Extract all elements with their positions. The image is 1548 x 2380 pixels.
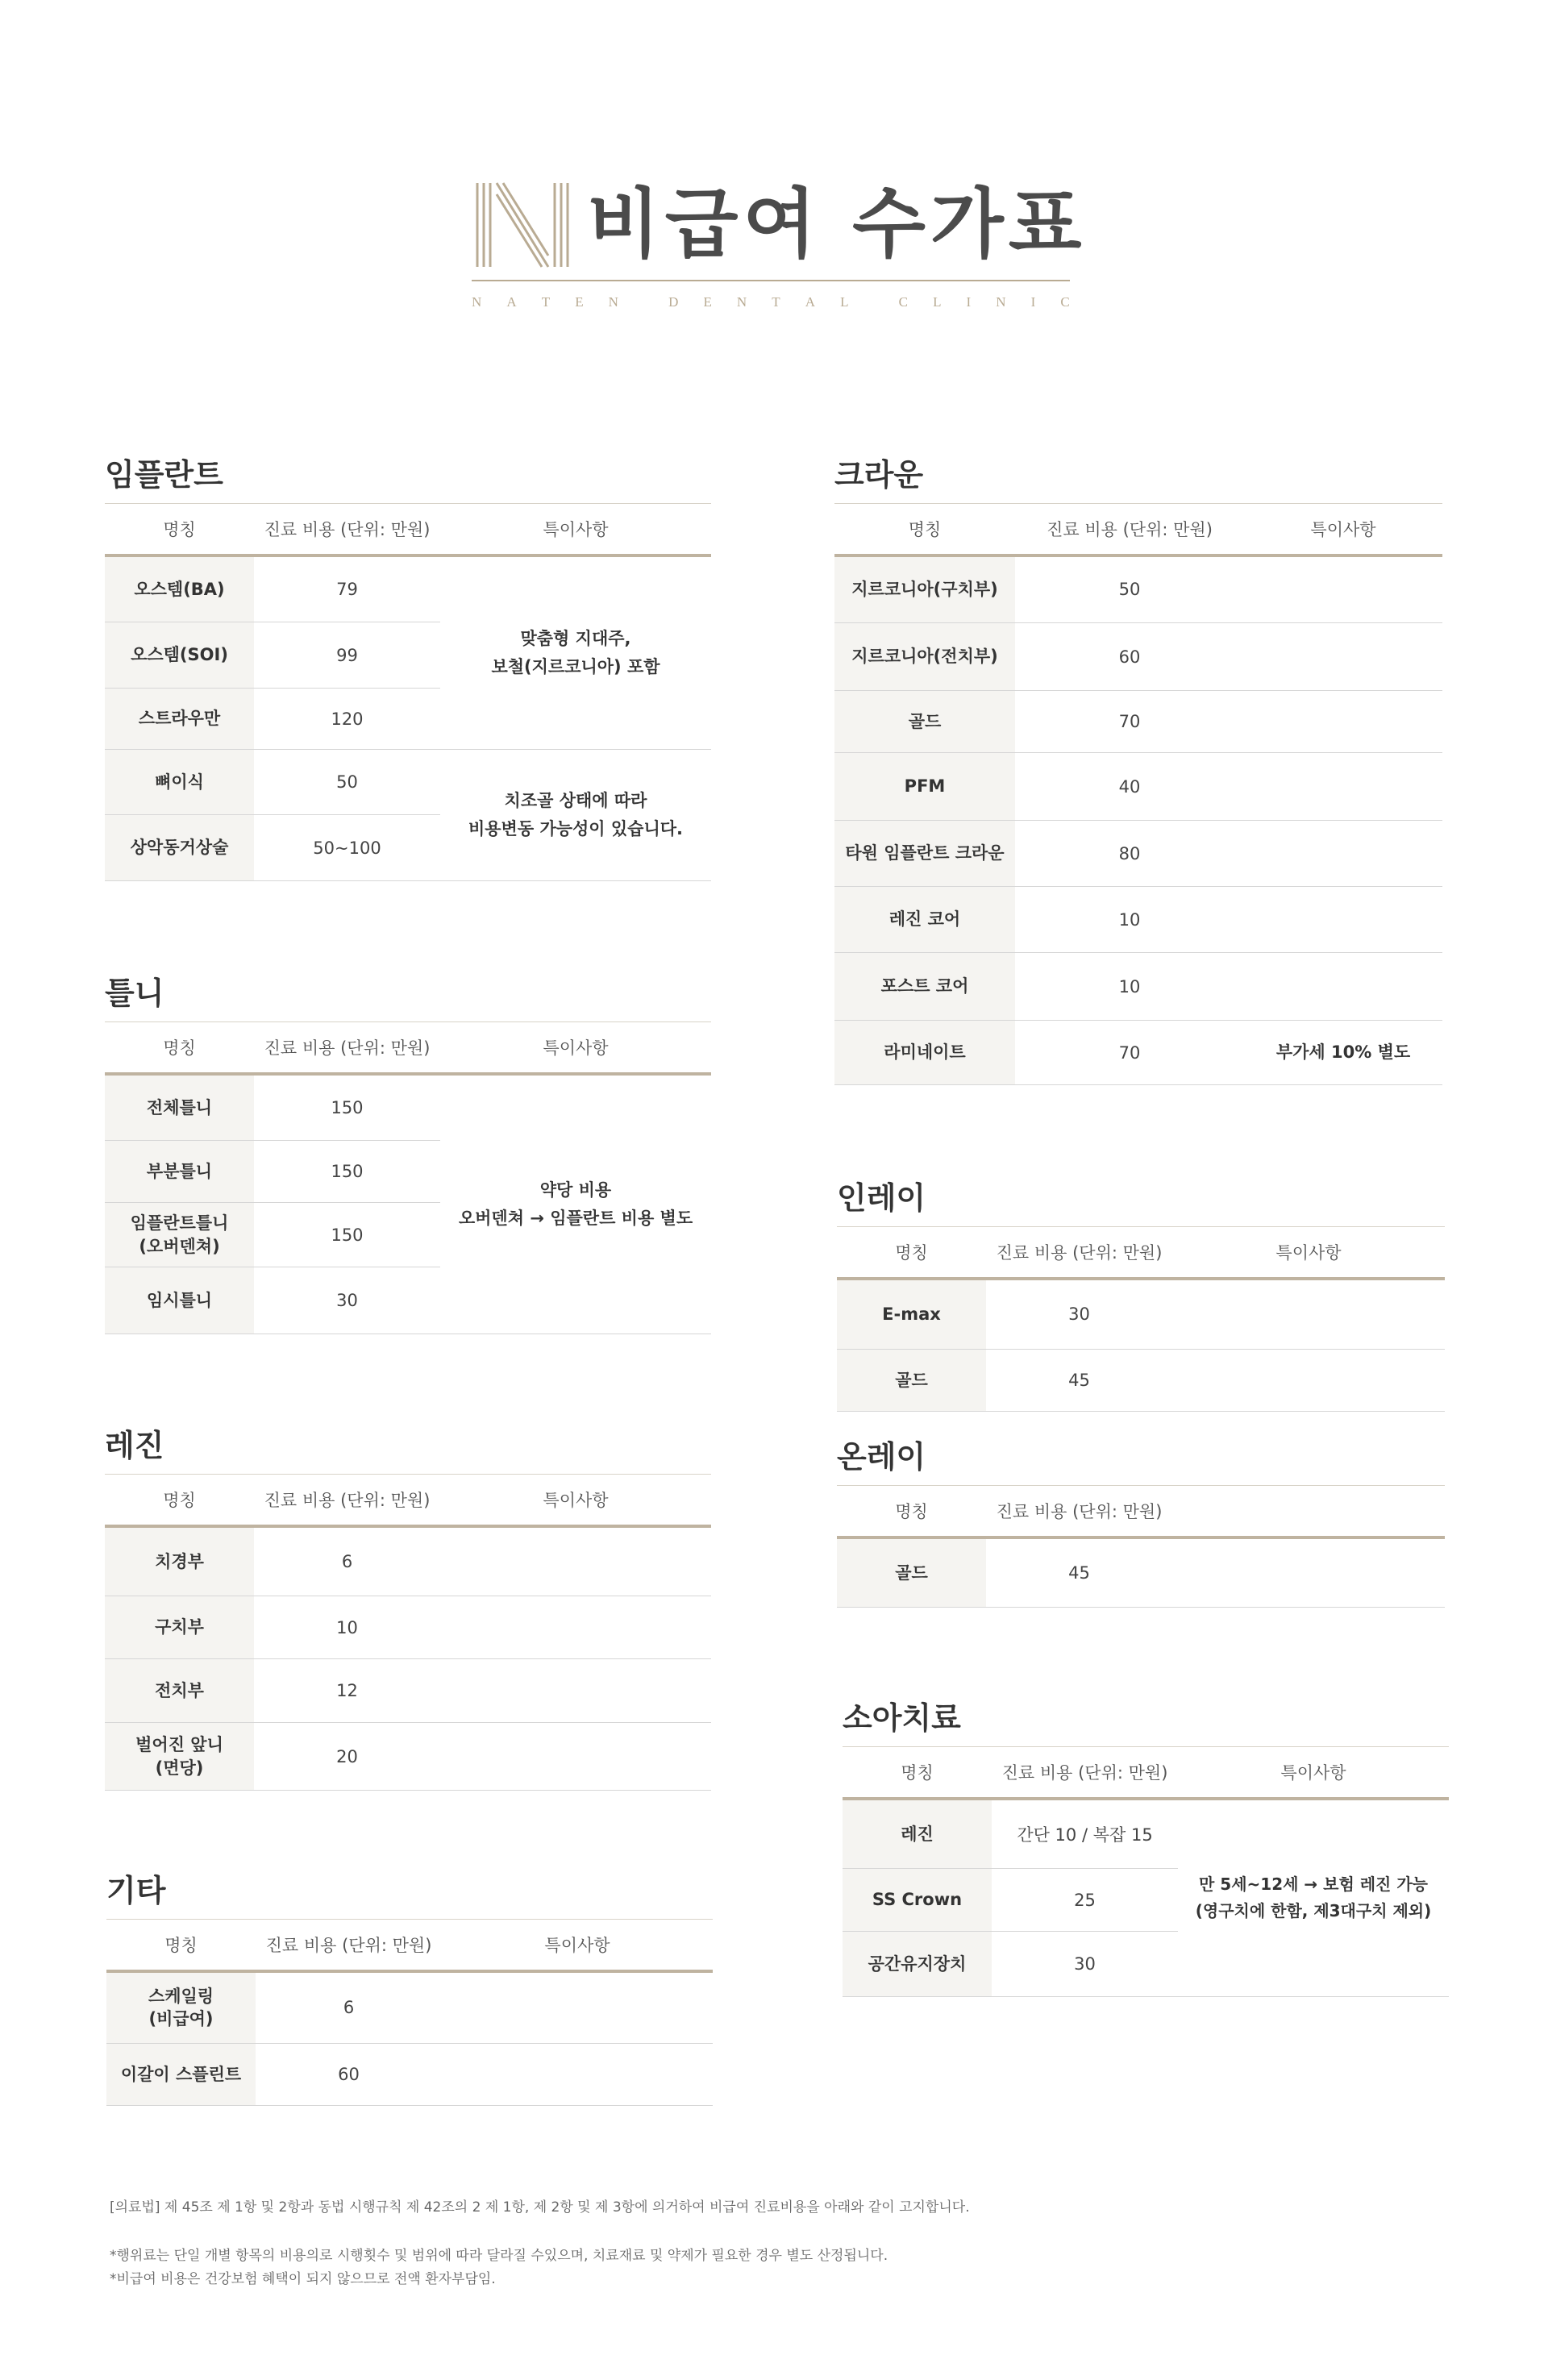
page-title: 비급여 수가표 — [587, 181, 1087, 268]
col-header-cost: 진료 비용 (단위: 만원) — [254, 504, 440, 555]
table-header-row — [105, 1475, 711, 1526]
onlay-table — [837, 1485, 1445, 1608]
item-name: 뼈이식 — [105, 750, 254, 815]
subtitle-letter: D — [668, 294, 679, 310]
item-name: 전체틀니 — [105, 1074, 254, 1141]
item-cost: 30 — [986, 1279, 1172, 1350]
name-line: (오버덴쳐) — [139, 1236, 220, 1256]
item-cost: 50 — [254, 750, 440, 815]
item-note — [442, 2044, 713, 2106]
item-note — [1244, 555, 1442, 623]
item-note — [442, 1971, 713, 2044]
subtitle-letter: L — [933, 294, 942, 310]
col-header-note: 특이사항 — [440, 1022, 711, 1074]
table-row — [834, 753, 1442, 821]
item-cost: 40 — [1015, 753, 1244, 821]
table-row — [834, 953, 1442, 1021]
item-note: 부가세 10% 별도 — [1244, 1021, 1442, 1085]
item-cost: 간단 10 / 복잡 15 — [992, 1799, 1178, 1869]
subtitle-letter: N — [608, 294, 618, 310]
subtitle-letter: E — [703, 294, 712, 310]
item-name: 골드 — [837, 1537, 986, 1608]
col-header-cost: 진료 비용 (단위: 만원) — [1015, 504, 1244, 555]
item-cost: 60 — [256, 2044, 442, 2106]
clinic-subtitle — [472, 294, 1070, 310]
table-row — [834, 555, 1442, 623]
col-header-note — [1172, 1486, 1445, 1537]
table-header-row — [837, 1227, 1445, 1279]
section-title: 소아치료 — [843, 1700, 961, 1736]
naten-logo-icon — [474, 180, 571, 270]
col-header-cost: 진료 비용 (단위: 만원) — [992, 1747, 1178, 1799]
item-name: 치경부 — [105, 1526, 254, 1596]
item-name: 부분틀니 — [105, 1141, 254, 1203]
item-name: 오스템(BA) — [105, 555, 254, 622]
table-row — [105, 1596, 711, 1659]
item-note — [1172, 1279, 1445, 1350]
item-name — [106, 1971, 256, 2044]
item-note — [440, 1596, 711, 1659]
table-header-row — [837, 1486, 1445, 1537]
col-header-note: 특이사항 — [1172, 1227, 1445, 1279]
item-cost: 150 — [254, 1074, 440, 1141]
note-line: 보철(지르코니아) 포함 — [491, 656, 660, 676]
col-header-name: 명칭 — [105, 1022, 254, 1074]
etc-section — [106, 1870, 713, 2106]
item-note — [440, 750, 711, 881]
fee-note: *행위료는 단일 개별 항목의 비용의로 시행횟수 및 범위에 따라 달라질 수있으며, 치료재료 및 약제가 필요한 경우 별도 산정됩니다. — [110, 2248, 888, 2264]
table-header-row — [106, 1920, 713, 1971]
item-name — [105, 1723, 254, 1791]
item-note — [1244, 753, 1442, 821]
table-row — [106, 1971, 713, 2044]
subtitle-letter: N — [736, 294, 747, 310]
item-cost: 20 — [254, 1723, 440, 1791]
etc-table — [106, 1919, 713, 2106]
item-name: 오스템(SOI) — [105, 622, 254, 689]
item-name: 임시틀니 — [105, 1267, 254, 1334]
note-line: 비용변동 가능성이 있습니다. — [468, 819, 684, 838]
item-cost: 45 — [986, 1537, 1172, 1608]
subtitle-letter: A — [805, 294, 816, 310]
name-line: 임플란트틀니 — [130, 1213, 229, 1234]
denture-section — [105, 972, 711, 1334]
inlay-table — [837, 1226, 1445, 1412]
col-header-note: 특이사항 — [1244, 504, 1442, 555]
table-row — [837, 1350, 1445, 1412]
note-line: 오버덴쳐 → 임플란트 비용 별도 — [458, 1208, 693, 1228]
item-name: 이갈이 스플린트 — [106, 2044, 256, 2106]
item-cost: 10 — [1015, 887, 1244, 953]
col-header-name: 명칭 — [105, 1475, 254, 1526]
section-title: 기타 — [106, 1873, 166, 1908]
col-header-name: 명칭 — [106, 1920, 256, 1971]
table-row — [106, 2044, 713, 2106]
item-name: 골드 — [834, 691, 1015, 753]
item-cost: 10 — [254, 1596, 440, 1659]
item-name — [105, 1203, 254, 1267]
item-name: 지르코니아(구치부) — [834, 555, 1015, 623]
col-header-name: 명칭 — [843, 1747, 992, 1799]
item-note — [440, 1526, 711, 1596]
note-line: 약당 비용 — [539, 1180, 612, 1200]
law-notice: [의료법] 제 45조 제 1항 및 2항과 동법 시행규칙 제 42조의 2 제 1항, 제 2항 및 제 3항에 의거하여 비급여 진료비용을 아래와 같이 고지합니다. — [110, 2199, 970, 2216]
item-cost: 70 — [1015, 1021, 1244, 1085]
implant-section — [105, 454, 711, 881]
item-cost: 10 — [1015, 953, 1244, 1021]
item-name: 라미네이트 — [834, 1021, 1015, 1085]
col-header-name: 명칭 — [105, 504, 254, 555]
header-divider — [472, 280, 1070, 281]
table-row — [105, 1659, 711, 1723]
table-row — [105, 1723, 711, 1791]
inlay-section — [837, 1177, 1445, 1412]
note-line: 만 5세~12세 → 보험 레진 가능 — [1199, 1874, 1428, 1895]
item-cost: 30 — [992, 1932, 1178, 1997]
pediatric-table — [843, 1746, 1449, 1997]
item-note — [1244, 623, 1442, 691]
col-header-cost: 진료 비용 (단위: 만원) — [986, 1486, 1172, 1537]
table-row — [834, 623, 1442, 691]
col-header-name: 명칭 — [837, 1486, 986, 1537]
item-cost: 50 — [1015, 555, 1244, 623]
table-row — [105, 555, 711, 622]
name-line: (면당) — [155, 1758, 204, 1778]
subtitle-letter: I — [966, 294, 972, 310]
table-row — [837, 1537, 1445, 1608]
item-name: PFM — [834, 753, 1015, 821]
section-title: 온레이 — [837, 1439, 926, 1475]
table-row — [834, 821, 1442, 887]
item-note — [440, 1659, 711, 1723]
resin-table — [105, 1474, 711, 1791]
insurance-note: *비급여 비용은 건강보험 혜택이 되지 않으므로 전액 환자부담임. — [110, 2271, 496, 2287]
item-name: 포스트 코어 — [834, 953, 1015, 1021]
col-header-name: 명칭 — [837, 1227, 986, 1279]
item-name: 상악동거상술 — [105, 815, 254, 881]
table-header-row — [105, 504, 711, 555]
item-cost: 6 — [256, 1971, 442, 2044]
item-cost: 70 — [1015, 691, 1244, 753]
item-name: 지르코니아(전치부) — [834, 623, 1015, 691]
item-note — [1244, 887, 1442, 953]
subtitle-letter: N — [996, 294, 1006, 310]
item-note — [440, 1723, 711, 1791]
table-row — [834, 887, 1442, 953]
item-cost: 80 — [1015, 821, 1244, 887]
item-name: 스트라우만 — [105, 689, 254, 750]
item-name: 레진 — [843, 1799, 992, 1869]
subtitle-letter: E — [575, 294, 584, 310]
item-cost: 45 — [986, 1350, 1172, 1412]
item-cost: 79 — [254, 555, 440, 622]
col-header-cost: 진료 비용 (단위: 만원) — [254, 1022, 440, 1074]
onlay-section — [837, 1436, 1445, 1608]
item-name: 타원 임플란트 크라운 — [834, 821, 1015, 887]
subtitle-letter: T — [541, 294, 551, 310]
logo-row — [474, 180, 1087, 270]
table-row — [834, 691, 1442, 753]
pediatric-section — [843, 1697, 1449, 1997]
item-note — [1244, 953, 1442, 1021]
item-name: E-max — [837, 1279, 986, 1350]
note-line: 치조골 상태에 따라 — [504, 791, 647, 811]
item-name: 골드 — [837, 1350, 986, 1412]
item-note — [440, 555, 711, 750]
col-header-note: 특이사항 — [442, 1920, 713, 1971]
item-note — [1244, 821, 1442, 887]
col-header-cost: 진료 비용 (단위: 만원) — [986, 1227, 1172, 1279]
item-cost: 12 — [254, 1659, 440, 1723]
note-line: 맞춤형 지대주, — [520, 629, 631, 649]
name-line: (비급여) — [148, 2009, 214, 2029]
table-row — [834, 1021, 1442, 1085]
item-name: 전치부 — [105, 1659, 254, 1723]
section-title: 틀니 — [105, 976, 164, 1011]
name-line: 벌어진 앞니 — [135, 1735, 223, 1755]
note-line: (영구치에 한함, 제3대구치 제외) — [1195, 1901, 1432, 1921]
item-name: 레진 코어 — [834, 887, 1015, 953]
col-header-name: 명칭 — [834, 504, 1015, 555]
item-name: 구치부 — [105, 1596, 254, 1659]
item-name: SS Crown — [843, 1869, 992, 1932]
table-row — [837, 1279, 1445, 1350]
item-cost: 120 — [254, 689, 440, 750]
subtitle-letter: N — [472, 294, 482, 310]
item-note — [1178, 1799, 1449, 1997]
subtitle-letter: L — [840, 294, 849, 310]
item-note — [1244, 691, 1442, 753]
col-header-cost: 진료 비용 (단위: 만원) — [256, 1920, 442, 1971]
item-cost: 99 — [254, 622, 440, 689]
implant-table — [105, 503, 711, 881]
table-row — [105, 1074, 711, 1141]
table-row — [105, 750, 711, 815]
col-header-note: 특이사항 — [440, 504, 711, 555]
subtitle-letter: I — [1030, 294, 1036, 310]
resin-section — [105, 1425, 711, 1791]
item-note — [1172, 1350, 1445, 1412]
item-cost: 150 — [254, 1203, 440, 1267]
item-cost: 60 — [1015, 623, 1244, 691]
item-cost: 6 — [254, 1526, 440, 1596]
crown-table — [834, 503, 1442, 1085]
item-name: 공간유지장치 — [843, 1932, 992, 1997]
section-title: 레진 — [105, 1428, 164, 1463]
table-row — [843, 1799, 1449, 1869]
section-title: 임플란트 — [105, 457, 223, 493]
subtitle-letter: C — [898, 294, 908, 310]
denture-table — [105, 1021, 711, 1334]
crown-section — [834, 454, 1442, 1085]
subtitle-letter: A — [506, 294, 517, 310]
table-header-row — [105, 1022, 711, 1074]
item-cost: 30 — [254, 1267, 440, 1334]
name-line: 스케일링 — [148, 1986, 214, 2006]
table-header-row — [843, 1747, 1449, 1799]
col-header-note: 특이사항 — [440, 1475, 711, 1526]
table-row — [105, 1526, 711, 1596]
item-cost: 25 — [992, 1869, 1178, 1932]
col-header-note: 특이사항 — [1178, 1747, 1449, 1799]
section-title: 인레이 — [837, 1180, 926, 1216]
item-cost: 50~100 — [254, 815, 440, 881]
subtitle-letter: C — [1060, 294, 1070, 310]
col-header-cost: 진료 비용 (단위: 만원) — [254, 1475, 440, 1526]
subtitle-letter: T — [772, 294, 780, 310]
item-note — [1172, 1537, 1445, 1608]
table-header-row — [834, 504, 1442, 555]
item-note — [440, 1074, 711, 1334]
item-cost: 150 — [254, 1141, 440, 1203]
section-title: 크라운 — [834, 457, 924, 493]
